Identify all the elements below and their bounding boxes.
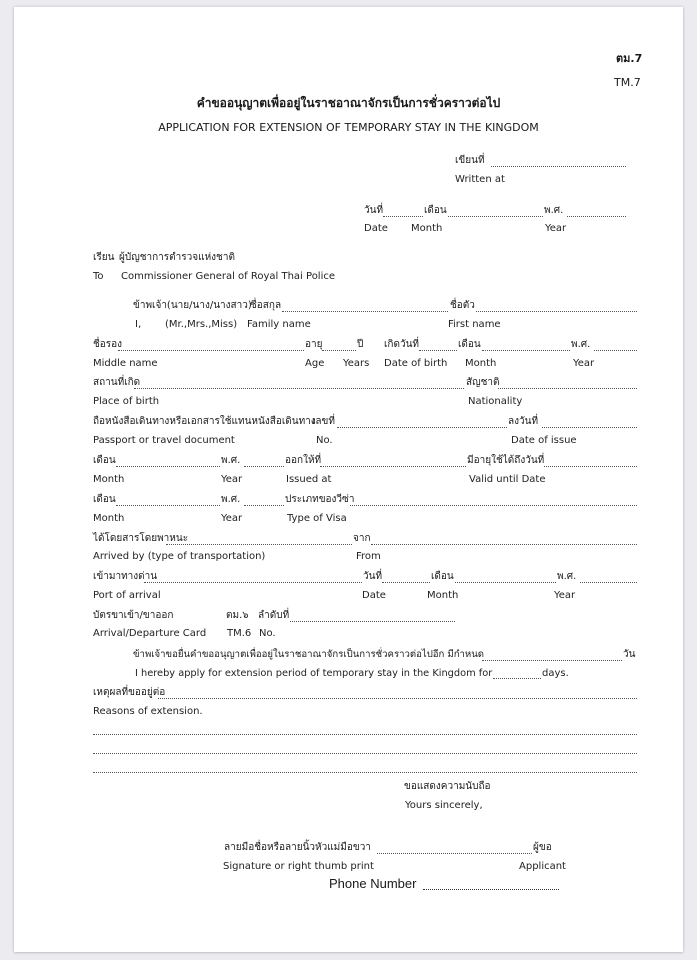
issued-at-label-th: ออกให้ที่ <box>285 455 322 466</box>
reason-field-4[interactable] <box>93 772 637 773</box>
dob-label-th: เกิดวันที่ <box>384 339 420 350</box>
transport-label-th: ได้โดยสารโดยพาหนะ <box>93 533 189 544</box>
transport-label-en: Arrived by (type of transportation) <box>93 551 266 562</box>
port-field[interactable] <box>144 582 362 583</box>
issue-month-field[interactable] <box>116 466 220 467</box>
arrival-date-field[interactable] <box>382 582 430 583</box>
reason-field-2[interactable] <box>93 734 637 735</box>
date-label-en: Date <box>364 223 388 234</box>
first-name-label-en: First name <box>448 319 501 330</box>
date-field[interactable] <box>383 216 423 217</box>
passport-label-en: Passport or travel document <box>93 435 235 446</box>
dob-month-label-th: เดือน <box>458 339 481 350</box>
arrival-month-field[interactable] <box>455 582 556 583</box>
days-field-en[interactable] <box>493 678 541 679</box>
arrival-month-label-th: เดือน <box>431 571 454 582</box>
applicant-label-th: ข้าพเจ้า(นาย/นาง/นางสาว) <box>133 300 252 311</box>
family-name-field[interactable] <box>282 311 448 312</box>
from-field[interactable] <box>371 544 637 545</box>
issue-month-label-en: Month <box>93 474 125 485</box>
form-page <box>14 7 683 952</box>
to-label-en: To <box>93 271 104 282</box>
days-field-th[interactable] <box>482 660 622 661</box>
issue-year-label-th: พ.ศ. <box>221 455 241 466</box>
phone-field[interactable] <box>423 889 559 890</box>
place-of-birth-label-en: Place of birth <box>93 396 160 407</box>
age-label-th: อายุ <box>305 339 323 350</box>
dob-year-label-en: Year <box>573 358 595 369</box>
signature-field[interactable] <box>377 853 532 854</box>
visa-month-label-th: เดือน <box>93 494 116 505</box>
first-name-field[interactable] <box>476 311 637 312</box>
dob-month-field[interactable] <box>482 350 570 351</box>
issue-year-field[interactable] <box>244 466 284 467</box>
passport-no-field[interactable] <box>337 427 507 428</box>
visa-year-label-th: พ.ศ. <box>221 494 241 505</box>
form-code-th: ตม.7 <box>616 52 643 65</box>
year-field[interactable] <box>567 216 626 217</box>
to-recipient-en: Commissioner General of Royal Thai Police <box>121 271 336 282</box>
dob-year-label-th: พ.ศ. <box>571 339 591 350</box>
dob-date-field[interactable] <box>419 350 457 351</box>
visa-type-field[interactable] <box>350 505 637 506</box>
years-label-th: ปี <box>357 339 364 350</box>
from-label-th: จาก <box>353 533 371 544</box>
to-recipient-th: ผู้บัญชาการตำรวจแห่งชาติ <box>119 252 235 263</box>
visa-year-field[interactable] <box>244 505 284 506</box>
signature-label-en: Signature or right thumb print <box>223 861 374 872</box>
written-at-label-th: เขียนที่ <box>455 155 485 166</box>
dob-year-field[interactable] <box>594 350 637 351</box>
port-label-en: Port of arrival <box>93 590 161 601</box>
place-of-birth-label-th: สถานที่เกิด <box>93 377 141 388</box>
phone-label: Phone Number <box>329 876 417 891</box>
passport-no-label-en: No. <box>316 435 333 446</box>
tm6-no-label-en: No. <box>259 628 276 639</box>
visa-month-field[interactable] <box>116 505 220 506</box>
issued-at-field[interactable] <box>320 466 466 467</box>
closing-en: Yours sincerely, <box>405 800 483 811</box>
card-label-en: Arrival/Departure Card <box>93 628 207 639</box>
arrival-year-field[interactable] <box>580 582 637 583</box>
from-label-en: From <box>356 551 381 562</box>
reason-field-3[interactable] <box>93 753 637 754</box>
year-label-en: Year <box>545 223 567 234</box>
written-at-label-en: Written at <box>455 174 505 185</box>
written-at-field[interactable] <box>491 166 626 167</box>
valid-until-label-en: Valid until Date <box>469 474 546 485</box>
tm6-label-th: ตม.๖ <box>226 610 249 621</box>
tm6-no-field[interactable] <box>290 621 455 622</box>
age-label-en: Age <box>305 358 325 369</box>
place-of-birth-field[interactable] <box>134 388 464 389</box>
arrival-year-label-th: พ.ศ. <box>557 571 577 582</box>
issue-date-field[interactable] <box>542 427 637 428</box>
applicant-label-th: ผู้ขอ <box>533 842 552 853</box>
issue-month-label-th: เดือน <box>93 455 116 466</box>
middle-name-label-en: Middle name <box>93 358 158 369</box>
tm6-label-en: TM.6 <box>227 628 252 639</box>
years-label-en: Years <box>343 358 370 369</box>
family-name-label-en: Family name <box>247 319 311 330</box>
month-label-th: เดือน <box>424 205 447 216</box>
issued-at-label-en: Issued at <box>286 474 332 485</box>
family-name-label-th: ชื่อสกุล <box>250 300 282 311</box>
form-title-en: APPLICATION FOR EXTENSION OF TEMPORARY STAY IN THE KINGDOM <box>158 121 539 134</box>
issue-date-label-th: ลงวันที่ <box>508 416 539 427</box>
arrival-year-label-en: Year <box>554 590 576 601</box>
tm6-no-label-th: ลำดับที่ <box>258 610 290 621</box>
issue-year-label-en: Year <box>221 474 243 485</box>
signature-label-th: ลายมือชื่อหรือลายนิ้วหัวแม่มือขวา <box>224 842 371 853</box>
reason-field-1[interactable] <box>158 698 637 699</box>
passport-no-label-th: เลขที่ <box>312 416 335 427</box>
closing-th: ขอแสดงความนับถือ <box>404 781 491 792</box>
port-label-th: เข้ามาทางด่าน <box>93 571 158 582</box>
nationality-field[interactable] <box>498 388 637 389</box>
first-name-label-th: ชื่อตัว <box>450 300 475 311</box>
apply-statement-th: ข้าพเจ้าขอยื่นคำขออนุญาตเพื่ออยู่ในราชอาณาจักรเป็นการชั่วคราวต่อไปอีก มีกำหนด <box>133 649 485 660</box>
reasons-label-en: Reasons of extension. <box>93 706 203 717</box>
title-label-en: (Mr.,Mrs.,Miss) <box>165 319 238 330</box>
form-code-en: TM.7 <box>614 76 641 89</box>
apply-statement-en: I hereby apply for extension period of temporary stay in the Kingdom for <box>135 668 493 679</box>
visa-month-label-en: Month <box>93 513 125 524</box>
nationality-label-en: Nationality <box>468 396 523 407</box>
form-title-th: คำขออนุญาตเพื่ออยู่ในราชอาณาจักรเป็นการชั่วคราวต่อไป <box>196 96 501 110</box>
dob-label-en: Date of birth <box>384 358 448 369</box>
middle-name-field[interactable] <box>118 350 304 351</box>
applicant-label-en: Applicant <box>519 861 566 872</box>
arrival-date-label-en: Date <box>362 590 386 601</box>
date-label-th: วันที่ <box>364 205 384 216</box>
age-field[interactable] <box>322 350 356 351</box>
visa-type-label-en: Type of Visa <box>287 513 347 524</box>
valid-until-label-th: มีอายุใช้ได้ถึงวันที่ <box>467 455 545 466</box>
month-field[interactable] <box>448 216 543 217</box>
transport-field[interactable] <box>166 544 352 545</box>
issue-date-label-en: Date of issue <box>511 435 577 446</box>
valid-until-field[interactable] <box>544 466 637 467</box>
card-label-th: บัตรขาเข้า/ขาออก <box>93 610 174 621</box>
visa-type-label-th: ประเภทของวีซ่า <box>285 494 355 505</box>
visa-year-label-en: Year <box>221 513 243 524</box>
year-label-th: พ.ศ. <box>544 205 564 216</box>
reasons-label-th: เหตุผลที่ขออยู่ต่อ <box>93 687 166 698</box>
arrival-date-label-th: วันที่ <box>363 571 383 582</box>
applicant-label-en: I, <box>135 319 142 330</box>
nationality-label-th: สัญชาติ <box>466 377 500 388</box>
arrival-month-label-en: Month <box>427 590 459 601</box>
to-label-th: เรียน <box>93 252 115 263</box>
month-label-en: Month <box>411 223 443 234</box>
days-label-en: days. <box>542 668 569 679</box>
passport-label-th: ถือหนังสือเดินทางหรือเอกสารใช้แทนหนังสือเดินทาง <box>93 416 316 427</box>
dob-month-label-en: Month <box>465 358 497 369</box>
middle-name-label-th: ชื่อรอง <box>93 339 123 350</box>
days-label-th: วัน <box>623 649 636 660</box>
